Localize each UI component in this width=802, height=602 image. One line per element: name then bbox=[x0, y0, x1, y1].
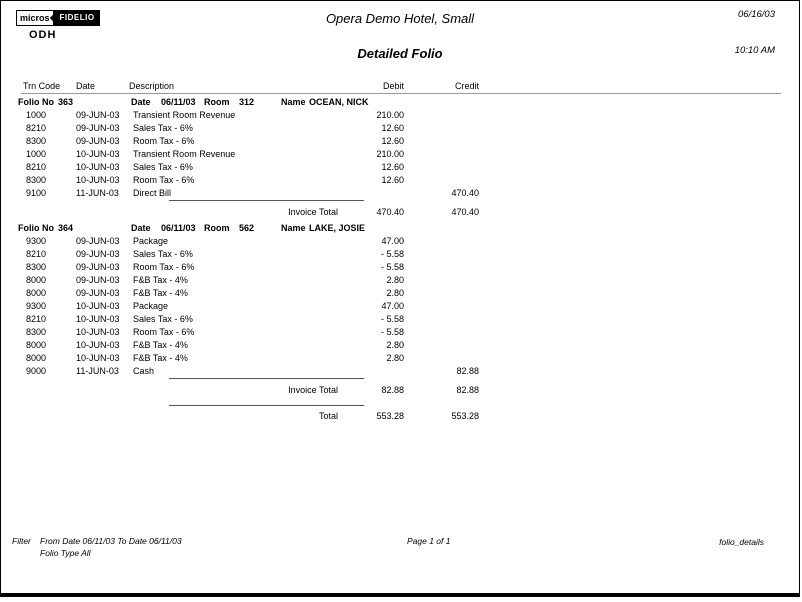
description-cell: Sales Tax - 6% bbox=[133, 123, 193, 133]
report-title: Opera Demo Hotel, Small bbox=[325, 11, 475, 26]
folio-name-label: Name bbox=[281, 97, 306, 107]
description-cell: Room Tax - 6% bbox=[133, 136, 195, 146]
row-left-pad bbox=[1, 248, 26, 261]
date-cell: 09-JUN-03 bbox=[76, 288, 120, 298]
table-row bbox=[1, 339, 799, 352]
description-cell: Direct Bill bbox=[133, 188, 172, 198]
row-left-pad bbox=[1, 161, 26, 174]
trn-code-cell: 8000 bbox=[26, 288, 47, 298]
column-header-trn-code: Trn Code bbox=[23, 81, 61, 91]
description-cell: Package bbox=[133, 301, 169, 311]
invoice-total-row bbox=[1, 384, 799, 397]
invoice-total-row bbox=[1, 206, 799, 219]
debit-cell: - 5.58 bbox=[380, 327, 404, 337]
debit-cell: 47.00 bbox=[381, 236, 404, 246]
debit-cell: 12.60 bbox=[381, 162, 404, 172]
date-cell: 10-JUN-03 bbox=[76, 340, 120, 350]
folio-date-label: Date bbox=[131, 223, 151, 233]
description-cell: Sales Tax - 6% bbox=[133, 249, 193, 259]
folio-room-value: 562 bbox=[239, 223, 255, 233]
date-cell: 10-JUN-03 bbox=[76, 149, 120, 159]
trn-code-cell: 8210 bbox=[26, 162, 47, 172]
invoice-total-label: Invoice Total bbox=[288, 207, 338, 217]
transaction-rows bbox=[1, 235, 799, 378]
folio-no-label: Folio No bbox=[18, 223, 54, 233]
credit-cell bbox=[409, 313, 479, 326]
total-left-pad bbox=[1, 206, 169, 219]
subtotal-divider-line bbox=[169, 200, 364, 201]
date-cell: 09-JUN-03 bbox=[76, 110, 120, 120]
date-cell: 10-JUN-03 bbox=[76, 327, 120, 337]
grand-total-debit: 553.28 bbox=[376, 411, 404, 421]
table-row bbox=[1, 148, 799, 161]
folio-date-label: Date bbox=[131, 97, 151, 107]
date-cell: 10-JUN-03 bbox=[76, 353, 120, 363]
report-file-name: folio_details bbox=[719, 537, 764, 547]
credit-cell bbox=[409, 339, 479, 352]
trn-code-cell: 9300 bbox=[26, 301, 47, 311]
description-cell: Package bbox=[133, 236, 169, 246]
filter-folio-type: Folio Type All bbox=[40, 547, 91, 558]
trn-code-cell: 1000 bbox=[26, 149, 47, 159]
table-row bbox=[1, 313, 799, 326]
date-cell: 10-JUN-03 bbox=[76, 175, 120, 185]
folio-name-label: Name bbox=[281, 223, 306, 233]
folio-room-label: Room bbox=[204, 223, 230, 233]
description-cell: Room Tax - 6% bbox=[133, 175, 195, 185]
credit-cell bbox=[409, 287, 479, 300]
description-cell: F&B Tax - 4% bbox=[133, 275, 188, 285]
transaction-rows bbox=[1, 109, 799, 200]
row-left-pad bbox=[1, 326, 26, 339]
trn-code-cell: 9300 bbox=[26, 236, 47, 246]
table-row bbox=[1, 365, 799, 378]
print-time: 10:10 AM bbox=[734, 45, 775, 56]
trn-code-cell: 8000 bbox=[26, 275, 47, 285]
folio-header bbox=[1, 97, 799, 109]
folio-no-value: 363 bbox=[58, 97, 74, 107]
folio-section-364 bbox=[1, 223, 799, 423]
table-row bbox=[1, 287, 799, 300]
row-left-pad bbox=[1, 339, 26, 352]
folio-date-value: 06/11/03 bbox=[161, 97, 196, 107]
invoice-total-credit: 470.40 bbox=[451, 207, 479, 217]
folio-section-363 bbox=[1, 97, 799, 219]
date-cell: 10-JUN-03 bbox=[76, 314, 120, 324]
page-number: Page 1 of 1 bbox=[407, 536, 451, 546]
column-header-date: Date bbox=[76, 81, 96, 91]
table-row bbox=[1, 326, 799, 339]
column-header-credit: Credit bbox=[454, 81, 479, 91]
credit-cell bbox=[409, 235, 479, 248]
table-row bbox=[1, 122, 799, 135]
credit-cell bbox=[409, 122, 479, 135]
grand-total-credit: 553.28 bbox=[451, 411, 479, 421]
date-cell: 09-JUN-03 bbox=[76, 275, 120, 285]
table-row bbox=[1, 274, 799, 287]
description-cell: Room Tax - 6% bbox=[133, 327, 195, 337]
filter-date-range: From Date 06/11/03 To Date 06/11/03 bbox=[40, 536, 182, 546]
filter-label: Filter bbox=[12, 536, 31, 546]
debit-cell: 12.60 bbox=[381, 123, 404, 133]
invoice-total-debit: 470.40 bbox=[376, 207, 404, 217]
table-row bbox=[1, 187, 799, 200]
credit-cell bbox=[409, 161, 479, 174]
debit-cell bbox=[334, 365, 404, 378]
row-left-pad bbox=[1, 287, 26, 300]
debit-cell: 2.80 bbox=[386, 275, 404, 285]
description-cell: Cash bbox=[133, 366, 155, 376]
table-row bbox=[1, 300, 799, 313]
credit-cell bbox=[409, 326, 479, 339]
credit-cell bbox=[409, 135, 479, 148]
credit-cell bbox=[409, 174, 479, 187]
date-cell: 09-JUN-03 bbox=[76, 123, 120, 133]
debit-cell: 12.60 bbox=[381, 136, 404, 146]
date-cell: 09-JUN-03 bbox=[76, 136, 120, 146]
micros-logo-text: micros bbox=[17, 11, 51, 25]
column-header-debit: Debit bbox=[382, 81, 404, 91]
trn-code-cell: 8300 bbox=[26, 327, 47, 337]
invoice-total-label: Invoice Total bbox=[288, 385, 338, 395]
trn-code-cell: 8210 bbox=[26, 249, 47, 259]
description-cell: F&B Tax - 4% bbox=[133, 288, 188, 298]
date-cell: 10-JUN-03 bbox=[76, 162, 120, 172]
folio-guest-name: LAKE, JOSIE bbox=[309, 223, 366, 233]
credit-cell bbox=[409, 300, 479, 313]
trn-code-cell: 8300 bbox=[26, 136, 47, 146]
folio-left-pad bbox=[1, 223, 18, 235]
row-left-pad bbox=[1, 148, 26, 161]
subtotal-divider-line bbox=[169, 378, 364, 379]
folio-no-value: 364 bbox=[58, 223, 74, 233]
credit-cell bbox=[409, 148, 479, 161]
date-cell: 09-JUN-03 bbox=[76, 262, 120, 272]
credit-cell bbox=[409, 261, 479, 274]
row-left-pad bbox=[1, 109, 26, 122]
folio-guest-name: OCEAN, NICK bbox=[309, 97, 369, 107]
table-row bbox=[1, 109, 799, 122]
credit-cell bbox=[409, 274, 479, 287]
debit-cell: 2.80 bbox=[386, 353, 404, 363]
debit-cell: - 5.58 bbox=[380, 314, 404, 324]
trn-code-cell: 1000 bbox=[26, 110, 47, 120]
row-left-pad bbox=[1, 187, 26, 200]
folio-header bbox=[1, 223, 799, 235]
filter-criteria bbox=[40, 536, 182, 559]
row-left-pad bbox=[1, 313, 26, 326]
debit-cell bbox=[334, 187, 404, 200]
header-left-pad bbox=[1, 81, 23, 91]
invoice-total-debit: 82.88 bbox=[381, 385, 404, 395]
total-left-pad bbox=[1, 410, 169, 423]
grand-total-label: Total bbox=[318, 411, 338, 421]
description-cell: Transient Room Revenue bbox=[133, 110, 236, 120]
column-header-description: Description bbox=[129, 81, 175, 91]
table-row bbox=[1, 161, 799, 174]
report-subtitle: Detailed Folio bbox=[357, 46, 443, 61]
folio-date-value: 06/11/03 bbox=[161, 223, 196, 233]
trn-code-cell: 9100 bbox=[26, 188, 47, 198]
date-cell: 11-JUN-03 bbox=[76, 366, 119, 376]
credit-cell: 82.88 bbox=[456, 366, 479, 376]
credit-cell: 470.40 bbox=[451, 188, 479, 198]
date-cell: 09-JUN-03 bbox=[76, 249, 120, 259]
fidelio-logo-text: FIDELIO bbox=[53, 11, 99, 25]
trn-code-cell: 8000 bbox=[26, 340, 47, 350]
credit-cell bbox=[409, 109, 479, 122]
table-row bbox=[1, 235, 799, 248]
credit-cell bbox=[409, 248, 479, 261]
date-cell: 09-JUN-03 bbox=[76, 236, 120, 246]
debit-cell: 47.00 bbox=[381, 301, 404, 311]
row-left-pad bbox=[1, 261, 26, 274]
table-row bbox=[1, 174, 799, 187]
row-left-pad bbox=[1, 300, 26, 313]
folio-no-label: Folio No bbox=[18, 97, 54, 107]
trn-code-cell: 8300 bbox=[26, 262, 47, 272]
row-left-pad bbox=[1, 174, 26, 187]
description-cell: F&B Tax - 4% bbox=[133, 340, 188, 350]
grand-total-row bbox=[1, 410, 799, 423]
row-left-pad bbox=[1, 235, 26, 248]
print-date: 06/16/03 bbox=[738, 9, 775, 20]
row-left-pad bbox=[1, 352, 26, 365]
debit-cell: 2.80 bbox=[386, 288, 404, 298]
table-row bbox=[1, 135, 799, 148]
trn-code-cell: 8210 bbox=[26, 123, 47, 133]
description-cell: Sales Tax - 6% bbox=[133, 162, 193, 172]
description-cell: F&B Tax - 4% bbox=[133, 353, 188, 363]
row-left-pad bbox=[1, 365, 26, 378]
hotel-code: ODH bbox=[29, 29, 57, 41]
grand-total-divider-line bbox=[169, 405, 364, 406]
description-cell: Room Tax - 6% bbox=[133, 262, 195, 272]
row-left-pad bbox=[1, 135, 26, 148]
folio-room-value: 312 bbox=[239, 97, 255, 107]
debit-cell: 12.60 bbox=[381, 175, 404, 185]
trn-code-cell: 8000 bbox=[26, 353, 47, 363]
table-row bbox=[1, 352, 799, 365]
date-cell: 10-JUN-03 bbox=[76, 301, 120, 311]
table-row bbox=[1, 248, 799, 261]
debit-cell: 210.00 bbox=[376, 149, 404, 159]
date-cell: 11-JUN-03 bbox=[76, 188, 119, 198]
description-cell: Transient Room Revenue bbox=[133, 149, 236, 159]
debit-cell: 2.80 bbox=[386, 340, 404, 350]
trn-code-cell: 9000 bbox=[26, 366, 47, 376]
folio-left-pad bbox=[1, 97, 18, 109]
folio-room-label: Room bbox=[204, 97, 230, 107]
credit-cell bbox=[409, 352, 479, 365]
total-left-pad bbox=[1, 384, 169, 397]
debit-cell: - 5.58 bbox=[380, 262, 404, 272]
table-header-row bbox=[1, 81, 799, 91]
description-cell: Sales Tax - 6% bbox=[133, 314, 193, 324]
trn-code-cell: 8300 bbox=[26, 175, 47, 185]
trn-code-cell: 8210 bbox=[26, 314, 47, 324]
table-row bbox=[1, 261, 799, 274]
debit-cell: 210.00 bbox=[376, 110, 404, 120]
row-left-pad bbox=[1, 274, 26, 287]
invoice-total-credit: 82.88 bbox=[456, 385, 479, 395]
debit-cell: - 5.58 bbox=[380, 249, 404, 259]
row-left-pad bbox=[1, 122, 26, 135]
header-divider-line bbox=[21, 93, 781, 94]
